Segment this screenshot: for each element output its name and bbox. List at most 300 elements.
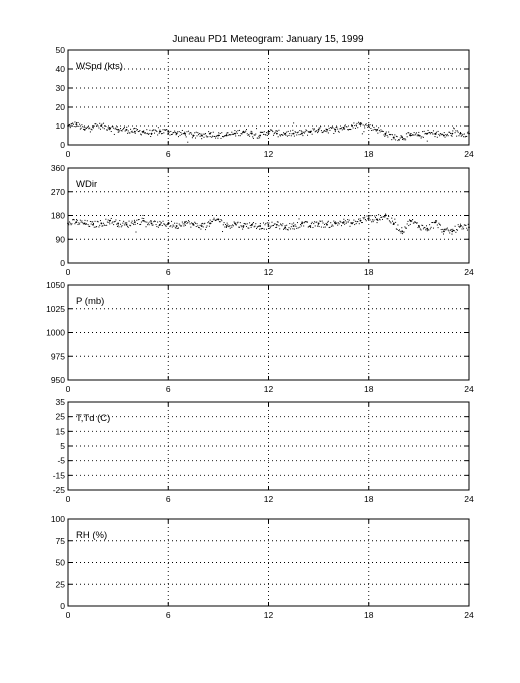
data-dot (348, 221, 349, 222)
data-dot (344, 224, 345, 225)
data-dot (182, 222, 183, 223)
data-dot (429, 224, 430, 225)
data-dot (378, 127, 379, 128)
data-dot (298, 227, 299, 228)
data-dot (193, 225, 194, 226)
data-dot (413, 135, 414, 136)
data-dot (173, 225, 174, 226)
data-dot (383, 131, 384, 132)
data-dot (68, 223, 69, 224)
data-dot (302, 222, 303, 223)
data-dot (365, 124, 366, 125)
data-point (284, 226, 286, 228)
data-dot (209, 133, 210, 134)
data-dot (86, 223, 87, 224)
data-dot (415, 134, 416, 135)
data-dot (170, 225, 171, 226)
data-dot (205, 133, 206, 134)
data-dot (299, 130, 300, 131)
data-dot (214, 136, 215, 137)
data-dot (74, 121, 75, 122)
data-dot (149, 224, 150, 225)
data-dot (366, 220, 367, 221)
data-dot (94, 227, 95, 228)
data-dot (277, 131, 278, 132)
data-dot (84, 127, 85, 128)
data-dot (186, 136, 187, 137)
data-dot (207, 225, 208, 226)
data-dot (208, 131, 209, 132)
data-dot (231, 227, 232, 228)
data-dot (108, 219, 109, 220)
data-dot (249, 136, 250, 137)
data-dot (422, 131, 423, 132)
data-dot (361, 123, 362, 124)
x-tick-label: 24 (464, 384, 474, 394)
data-dot (364, 217, 365, 218)
y-tick-label: 25 (55, 411, 65, 422)
data-dot (234, 221, 235, 222)
data-dot (215, 138, 216, 139)
data-dot (162, 133, 163, 134)
data-dot (325, 227, 326, 228)
data-dot (462, 134, 463, 135)
data-dot (99, 225, 100, 226)
data-dot (466, 228, 467, 229)
data-dot (357, 221, 358, 222)
data-dot (98, 126, 99, 127)
data-dot (295, 131, 296, 132)
data-dot (202, 135, 203, 136)
data-dot (285, 135, 286, 136)
data-dot (295, 132, 296, 133)
data-dot (460, 132, 461, 133)
data-dot (326, 129, 327, 130)
data-dot (100, 129, 101, 130)
panel-label: P (mb) (76, 296, 105, 307)
data-dot (265, 135, 266, 136)
data-dot (161, 222, 162, 223)
data-dot (163, 221, 164, 222)
data-dot (220, 138, 221, 139)
data-dot (159, 130, 160, 131)
data-dot (406, 133, 407, 134)
data-dot (95, 123, 96, 124)
data-dot (390, 222, 391, 223)
data-dot (237, 222, 238, 223)
data-dot (446, 135, 447, 136)
data-dot (259, 137, 260, 138)
data-dot (437, 137, 438, 138)
data-dot (282, 135, 283, 136)
data-dot (199, 133, 200, 134)
data-dot (462, 228, 463, 229)
data-dot (404, 139, 405, 140)
data-dot (280, 135, 281, 136)
data-dot (336, 222, 337, 223)
x-tick-label: 0 (65, 149, 71, 159)
data-dot (163, 129, 164, 130)
data-point (176, 225, 178, 227)
data-dot (442, 229, 443, 230)
data-dot (263, 222, 264, 223)
data-dot (429, 132, 430, 133)
data-dot (145, 132, 146, 133)
data-dot (186, 131, 187, 132)
data-dot (249, 222, 250, 223)
data-dot (169, 132, 170, 133)
data-dot (110, 220, 111, 221)
data-dot (430, 228, 431, 229)
data-dot (368, 124, 369, 125)
data-point (293, 133, 295, 135)
data-dot (189, 134, 190, 135)
data-dot (377, 130, 378, 131)
data-dot (79, 124, 80, 125)
data-dot (212, 221, 213, 222)
data-dot (380, 219, 381, 220)
data-dot (356, 125, 357, 126)
panel-label: RH (%) (76, 530, 108, 541)
data-dot (146, 133, 147, 134)
x-tick-label: 6 (165, 494, 171, 504)
data-dot (211, 137, 212, 138)
data-dot (297, 222, 298, 223)
data-point (318, 129, 320, 131)
data-dot (283, 132, 284, 133)
data-dot (159, 133, 160, 134)
data-dot (326, 224, 327, 225)
data-dot (134, 128, 135, 129)
data-dot (251, 225, 252, 226)
data-dot (373, 130, 374, 131)
data-dot (103, 123, 104, 124)
data-dot (366, 123, 367, 124)
data-dot (142, 131, 143, 132)
data-dot (210, 220, 211, 221)
data-dot (201, 138, 202, 139)
data-dot (435, 134, 436, 135)
data-dot (194, 132, 195, 133)
data-dot (162, 225, 163, 226)
data-dot (193, 136, 194, 137)
data-dot (77, 220, 78, 221)
data-dot (298, 132, 299, 133)
data-dot (192, 137, 193, 138)
data-dot (292, 130, 293, 131)
data-dot (265, 224, 266, 225)
data-point (142, 220, 144, 222)
data-dot (291, 226, 292, 227)
data-dot (387, 218, 388, 219)
data-dot (81, 128, 82, 129)
data-dot (143, 130, 144, 131)
data-dot (440, 133, 441, 134)
panel-2 (51, 163, 474, 277)
data-dot (265, 223, 266, 224)
data-dot (408, 132, 409, 133)
data-dot (269, 228, 270, 229)
data-dot (224, 136, 225, 137)
data-dot (435, 222, 436, 223)
data-dot (422, 225, 423, 226)
data-dot (251, 132, 252, 133)
data-dot (238, 135, 239, 136)
data-dot (114, 134, 115, 135)
data-dot (134, 220, 135, 221)
data-dot (234, 223, 235, 224)
data-point (92, 224, 94, 226)
data-dot (122, 223, 123, 224)
data-dot (309, 225, 310, 226)
data-dot (370, 124, 371, 125)
data-dot (273, 135, 274, 136)
data-dot (279, 134, 280, 135)
data-dot (436, 132, 437, 133)
y-tick-label: 30 (55, 83, 65, 93)
data-dot (327, 129, 328, 130)
data-dot (221, 220, 222, 221)
data-dot (186, 223, 187, 224)
data-dot (432, 133, 433, 134)
y-tick-label: 270 (50, 186, 65, 197)
data-dot (84, 220, 85, 221)
data-dot (367, 216, 368, 217)
data-dot (128, 130, 129, 131)
data-dot (355, 221, 356, 222)
data-dot (457, 230, 458, 231)
data-dot (341, 225, 342, 226)
data-dot (116, 129, 117, 130)
data-dot (151, 134, 152, 135)
data-dot (70, 223, 71, 224)
data-dot (355, 128, 356, 129)
data-dot (278, 222, 279, 223)
data-dot (234, 130, 235, 131)
data-dot (242, 229, 243, 230)
data-dot (159, 221, 160, 222)
data-dot (223, 224, 224, 225)
data-dot (412, 219, 413, 220)
data-dot (237, 130, 238, 131)
data-dot (468, 224, 469, 225)
data-dot (86, 128, 87, 129)
data-dot (254, 226, 255, 227)
data-dot (467, 132, 468, 133)
data-dot (338, 131, 339, 132)
data-dot (301, 130, 302, 131)
data-dot (352, 125, 353, 126)
data-dot (173, 132, 174, 133)
data-point (201, 225, 203, 227)
data-dot (173, 226, 174, 227)
data-dot (302, 135, 303, 136)
data-dot (255, 134, 256, 135)
data-dot (358, 219, 359, 220)
data-dot (266, 132, 267, 133)
data-dot (319, 226, 320, 227)
data-dot (322, 221, 323, 222)
data-dot (333, 133, 334, 134)
x-tick-label: 18 (364, 610, 374, 620)
data-dot (240, 222, 241, 223)
data-dot (248, 135, 249, 136)
data-dot (181, 134, 182, 135)
data-point (134, 131, 136, 133)
data-dot (390, 221, 391, 222)
data-dot (169, 135, 170, 136)
data-dot (466, 136, 467, 137)
data-dot (163, 132, 164, 133)
data-dot (120, 224, 121, 225)
data-dot (117, 126, 118, 127)
data-dot (462, 135, 463, 136)
data-dot (196, 226, 197, 227)
data-dot (340, 221, 341, 222)
data-dot (200, 225, 201, 226)
data-dot (225, 135, 226, 136)
data-dot (445, 229, 446, 230)
data-dot (463, 136, 464, 137)
x-tick-label: 6 (165, 149, 171, 159)
data-dot (129, 221, 130, 222)
data-dot (444, 132, 445, 133)
data-point (451, 133, 453, 135)
data-dot (354, 224, 355, 225)
x-tick-label: 12 (263, 384, 274, 394)
data-dot (312, 222, 313, 223)
data-dot (370, 215, 371, 216)
data-dot (335, 131, 336, 132)
data-dot (436, 220, 437, 221)
x-tick-label: 12 (263, 494, 274, 504)
data-dot (362, 222, 363, 223)
data-dot (193, 135, 194, 136)
data-dot (356, 123, 357, 124)
data-dot (252, 223, 253, 224)
data-dot (125, 130, 126, 131)
data-dot (143, 218, 144, 219)
data-dot (334, 129, 335, 130)
data-dot (90, 131, 91, 132)
panel-label: WSpd (kts) (76, 61, 123, 72)
data-dot (269, 131, 270, 132)
data-dot (256, 228, 257, 229)
data-dot (166, 226, 167, 227)
data-dot (331, 226, 332, 227)
data-dot (272, 131, 273, 132)
data-dot (127, 133, 128, 134)
data-dot (315, 225, 316, 226)
data-dot (388, 216, 389, 217)
data-dot (337, 129, 338, 130)
data-dot (244, 132, 245, 133)
data-dot (234, 133, 235, 134)
data-dot (327, 222, 328, 223)
data-dot (435, 136, 436, 137)
data-dot (227, 224, 228, 225)
y-tick-label: 1050 (46, 280, 65, 290)
data-dot (399, 229, 400, 230)
data-dot (318, 224, 319, 225)
data-dot (407, 223, 408, 224)
data-dot (333, 221, 334, 222)
y-tick-label: 1000 (46, 327, 65, 338)
data-dot (157, 134, 158, 135)
data-dot (461, 136, 462, 137)
data-dot (428, 230, 429, 231)
data-dot (370, 219, 371, 220)
data-dot (108, 127, 109, 128)
data-dot (208, 221, 209, 222)
data-dot (241, 226, 242, 227)
data-dot (147, 133, 148, 134)
data-dot (329, 130, 330, 131)
data-dot (399, 139, 400, 140)
data-dot (109, 223, 110, 224)
data-dot (135, 224, 136, 225)
x-tick-label: 18 (364, 384, 374, 394)
y-tick-label: 0 (60, 258, 65, 268)
data-dot (124, 224, 125, 225)
data-dot (458, 135, 459, 136)
data-dot (293, 122, 294, 123)
data-dot (293, 223, 294, 224)
data-dot (78, 122, 79, 123)
data-dot (74, 219, 75, 220)
data-dot (135, 128, 136, 129)
data-dot (331, 128, 332, 129)
data-dot (202, 223, 203, 224)
data-dot (155, 221, 156, 222)
data-dot (371, 221, 372, 222)
data-point (268, 131, 270, 133)
data-dot (418, 227, 419, 228)
data-dot (363, 131, 364, 132)
data-dot (164, 224, 165, 225)
data-dot (296, 134, 297, 135)
data-dot (442, 134, 443, 135)
data-dot (285, 134, 286, 135)
data-dot (77, 126, 78, 127)
data-dot (406, 228, 407, 229)
y-tick-label: -25 (52, 485, 65, 495)
data-dot (367, 125, 368, 126)
data-point (301, 133, 303, 135)
data-dot (411, 133, 412, 134)
data-dot (322, 222, 323, 223)
data-dot (112, 223, 113, 224)
data-dot (332, 224, 333, 225)
data-dot (158, 127, 159, 128)
data-dot (459, 133, 460, 134)
data-dot (200, 229, 201, 230)
data-dot (369, 127, 370, 128)
data-dot (190, 132, 191, 133)
data-dot (423, 137, 424, 138)
data-dot (146, 226, 147, 227)
data-dot (314, 221, 315, 222)
data-dot (346, 126, 347, 127)
data-dot (458, 132, 459, 133)
data-dot (292, 228, 293, 229)
data-dot (426, 225, 427, 226)
data-dot (254, 135, 255, 136)
data-dot (197, 132, 198, 133)
data-dot (346, 222, 347, 223)
data-dot (299, 218, 300, 219)
data-dot (105, 219, 106, 220)
